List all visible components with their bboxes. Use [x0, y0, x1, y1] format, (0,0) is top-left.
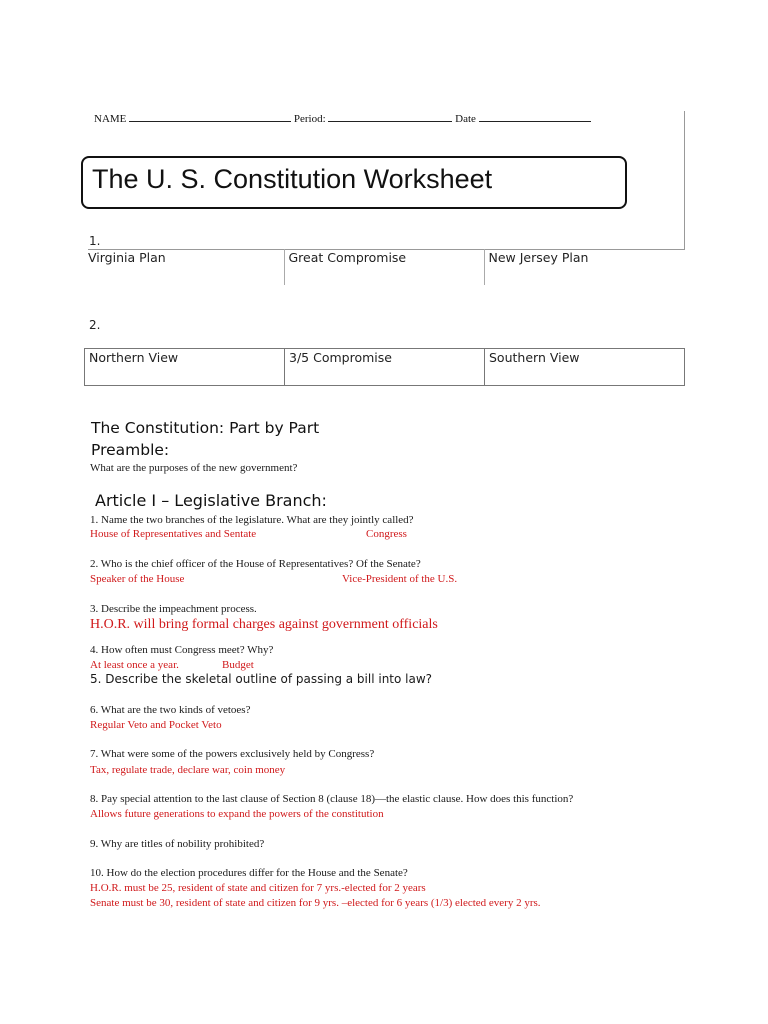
table-cell[interactable]: Virginia Plan	[88, 250, 166, 265]
question-8: 8. Pay special attention to the last clause of Section 8 (clause 18)—the elastic clause. How does this function?	[90, 793, 574, 805]
question-9: 9. Why are titles of nobility prohibited?	[90, 838, 265, 850]
preamble-heading: Preamble:	[91, 441, 170, 459]
answer-7: Tax, regulate trade, declare war, coin money	[90, 764, 286, 776]
question-1: 1. Name the two branches of the legislature. What are they jointly called?	[90, 514, 414, 526]
table-cell[interactable]: Southern View	[485, 349, 685, 386]
q1-table	[84, 249, 685, 285]
article-heading: Article I – Legislative Branch:	[95, 491, 327, 510]
table-cell[interactable]: Northern View	[85, 349, 285, 386]
answer-3: H.O.R. will bring formal charges against government officials	[90, 617, 438, 632]
answer-2a: Speaker of the House	[90, 573, 185, 585]
question-10: 10. How do the election procedures differ for the House and the Senate?	[90, 867, 408, 879]
table-row	[84, 249, 685, 285]
answer-10b: Senate must be 30, resident of state and citizen for 9 yrs. –elected for 6 years (1/3) elected every 2 yrs.	[90, 897, 541, 909]
date-blank[interactable]	[479, 111, 591, 122]
date-label: Date	[455, 113, 476, 125]
question-2: 2. Who is the chief officer of the House of Representatives? Of the Senate?	[90, 558, 421, 570]
question-3: 3. Describe the impeachment process.	[90, 603, 257, 615]
section-heading: The Constitution: Part by Part	[91, 419, 320, 437]
answer-4b: Budget	[222, 659, 254, 671]
period-label: Period:	[293, 113, 326, 125]
title-box	[81, 156, 627, 209]
q1-number: 1.	[89, 234, 101, 248]
q2-table	[84, 348, 685, 386]
table-cell[interactable]: New Jersey Plan	[484, 249, 685, 285]
answer-4a: At least once a year.	[90, 659, 179, 671]
name-blank[interactable]	[129, 111, 291, 122]
answer-8: Allows future generations to expand the powers of the constitution	[90, 808, 384, 820]
header-line	[94, 111, 591, 125]
right-border-rule	[684, 111, 685, 250]
table-cell[interactable]: Great Compromise	[284, 249, 484, 285]
answer-2b: Vice-President of the U.S.	[342, 573, 458, 585]
q2-number: 2.	[89, 318, 101, 332]
question-7: 7. What were some of the powers exclusively held by Congress?	[90, 748, 375, 760]
question-4: 4. How often must Congress meet? Why?	[90, 644, 274, 656]
page-title: The U. S. Constitution Worksheet	[92, 164, 493, 194]
answer-1b: Congress	[366, 528, 407, 540]
preamble-question: What are the purposes of the new government?	[90, 462, 298, 474]
answer-1a: House of Representatives and Sentate	[90, 528, 257, 540]
question-5: 5. Describe the skeletal outline of passing a bill into law?	[90, 672, 433, 686]
answer-10a: H.O.R. must be 25, resident of state and citizen for 7 yrs.-elected for 2 years	[90, 882, 426, 894]
name-label: NAME	[94, 113, 127, 125]
question-6: 6. What are the two kinds of vetoes?	[90, 704, 251, 716]
period-blank[interactable]	[328, 111, 452, 122]
table-cell[interactable]: 3/5 Compromise	[285, 349, 485, 386]
table-row	[85, 349, 685, 386]
answer-6: Regular Veto and Pocket Veto	[90, 719, 222, 731]
